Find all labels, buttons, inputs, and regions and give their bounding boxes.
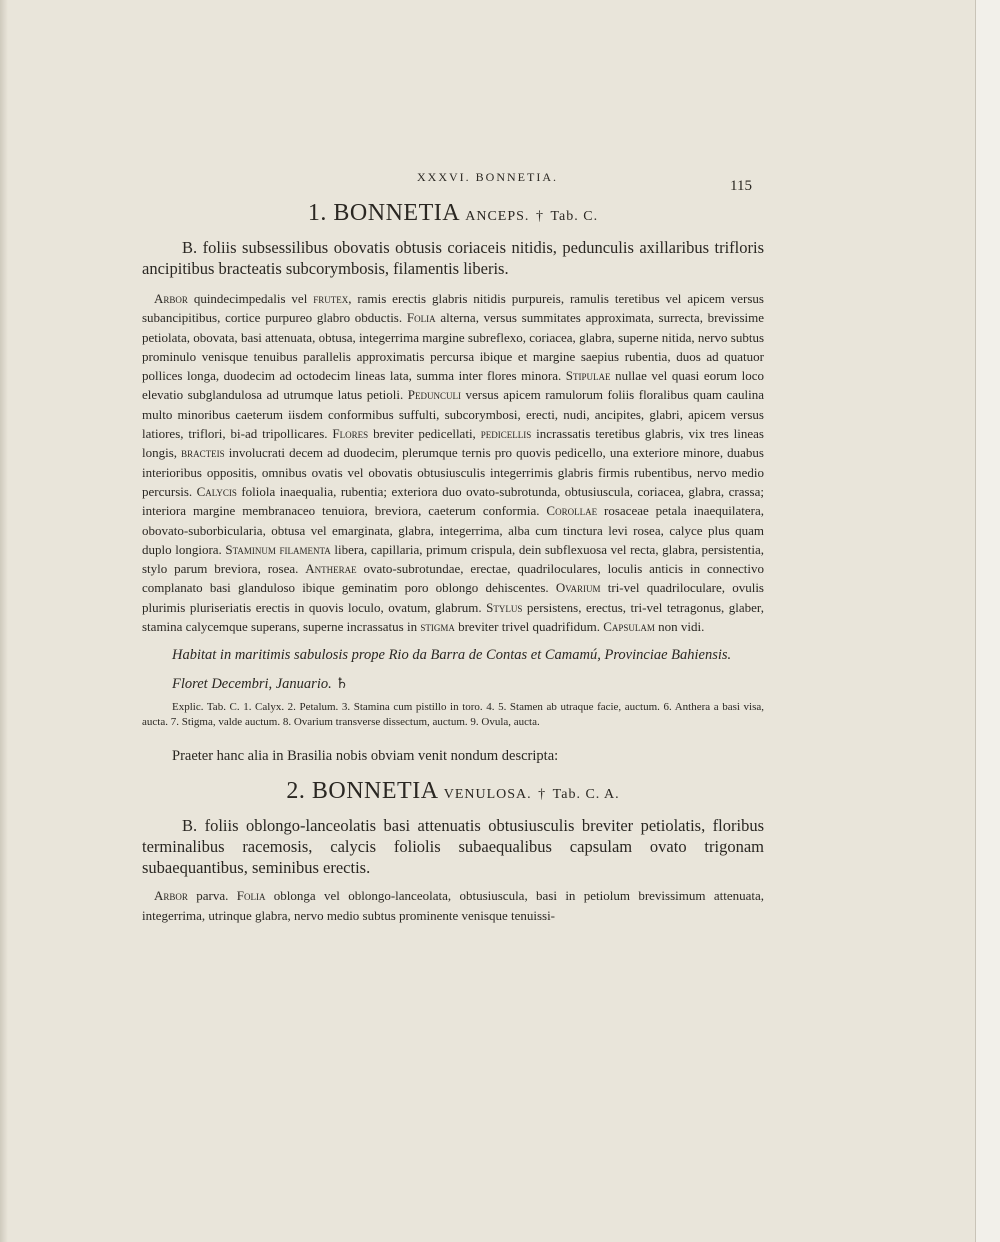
species-1-desc-term: Stylus	[486, 599, 523, 615]
species-1-genus: BONNETIA	[333, 200, 459, 226]
species-1-desc-text: non vidi.	[654, 619, 705, 635]
species-1-desc-term: Folia	[406, 310, 436, 326]
species-1-desc-term: Arbor	[154, 291, 188, 306]
species-1-desc-text: tri-vel quadriloculare, ovulis plurimis pluriseriatis erectis in quovis loculo, ovatum, glabrum.	[142, 580, 764, 615]
intertext: Praeter hanc alia in Brasilia nobis obviam venit nondum descripta:	[172, 748, 559, 765]
species-1-desc-term: stigma	[420, 619, 455, 635]
species-1-desc-text: rosaceae petala inaequilatera, obovato-suborbicularia, obtusa vel emarginata, glabra, integerrima, alba cum tinctura levi rosea, calyce plus quam duplo longiora.	[142, 503, 764, 557]
species-1-desc-text: incrassatis teretibus glabris, vix tres lineas longis,	[142, 426, 764, 461]
species-2-diagnosis: B. foliis oblongo-lanceolatis basi attenuatis obtusiusculis breviter petiolatis, floribus terminalibus racemosis, calycis foliolis subaequalibus capsulam ovato trigonam subaequantibus, seminibus erectis.	[142, 816, 764, 878]
species-1-description	[142, 289, 764, 636]
species-1-number: 1.	[307, 200, 327, 226]
species-2-description	[142, 886, 764, 925]
species-1-desc-term: Pedunculi	[407, 387, 461, 403]
species-1-plate-ref: Tab. C.	[550, 209, 599, 224]
species-2-number: 2.	[286, 778, 306, 805]
species-2-epithet: VENULOSA.	[443, 787, 532, 803]
species-1-desc-term: bracteis	[181, 445, 225, 461]
species-2-desc-term: Arbor	[154, 888, 188, 904]
species-1-desc-text: libera, capillaria, primum crispula, dein subflexuosa vel recta, glabra, persistentia, stylo parum breviora, rosea.	[142, 541, 764, 577]
page-edge	[975, 0, 1000, 1242]
species-1-desc-text: ovato-subrotundae, erectae, quadriloculares, loculis anticis in connectivo complanato basi glanduloso ibique geminatim poro oblongo dehiscentes.	[142, 561, 765, 596]
species-1-desc-term: frutex	[313, 291, 349, 306]
species-2-dagger: †	[538, 787, 547, 803]
species-1-desc-term: Corollae	[546, 503, 598, 519]
species-1-desc-text: nullae vel quasi eorum loco elevatio subglandulosa ad utrumque latus petioli.	[142, 368, 764, 403]
page-body	[142, 200, 764, 925]
species-1-heading	[142, 200, 764, 227]
species-1-desc-term: Staminum filamenta	[225, 541, 331, 557]
species-1-habitat: Habitat in maritimis sabulosis prope Rio da Barra de Contas et Camamú, Provinciae Bahiensis.	[172, 647, 732, 664]
species-1-desc-term: Flores	[332, 426, 369, 442]
species-2-genus: BONNETIA	[311, 778, 438, 805]
species-1-epithet: ANCEPS.	[465, 209, 530, 224]
species-1-desc-text: alterna, versus summitates approximata, surrecta, brevissime petiolata, obovata, basi attenuata, obtusa, integerrima margine subreflexo, coriacea, glabra, superne nitida, nervo subtus prominulo venisque tenuibus parallelis approximatis percursa ibique et margine saepius rubentia, duos ad quatuor pollices longa, duodecim ad octodecim lineas lata, summa inter flores minora.	[142, 310, 765, 384]
species-1-desc-text: persistens, erectus, tri-vel tetragonus, glaber, stamina calycemque superans, superne incrassatus in	[142, 599, 764, 635]
species-1-dagger: †	[535, 209, 544, 224]
species-1-desc-text: quindecimpedalis vel	[187, 291, 314, 306]
species-2-desc-text: oblonga vel oblongo-lanceolata, obtusiuscula, basi in petiolum brevissimum attenuata, integerrima, utrinque glabra, nervo medio subtus prominente venisque tenuissi-	[142, 888, 765, 923]
species-1-desc-term: pedicellis	[480, 426, 532, 442]
species-1-desc-text: versus apicem ramulorum foliis floralibus quam caulina multo minoribus caeterum iisdem conformibus suffulti, subcorymbosi, erecti, nudi, ancipites, glabri, apicem versus latiores, triflori, bi-ad tripollicares.	[142, 387, 765, 442]
species-1-desc-text: breviter trivel quadrifidum.	[454, 619, 604, 635]
species-1-desc-text: foliola inaequalia, rubentia; exteriora duo ovato-subrotunda, obtusiuscula, coriacea, glabra, crassa; interiora margine membranaceo tenuiora, breviora, caeterum conformia.	[142, 483, 764, 519]
species-1-desc-term: Stipulae	[565, 368, 611, 384]
species-2-plate-ref: Tab. C. A.	[552, 787, 620, 803]
species-2-desc-term: Folia	[236, 888, 266, 904]
species-1-desc-term: Calycis	[196, 483, 237, 499]
species-1-plate-explanation: Explic. Tab. C. 1. Calyx. 2. Petalum. 3. Stamina cum pistillo in toro. 4. 5. Stamen ab utraque facie, auctum. 6. Anthera a basi visa, aucta. 7. Stigma, valde auctum. 8. Ovarium transverse dissectum, auctum. 9. Ovula, aucta.	[142, 701, 764, 728]
species-1-desc-text: breviter pedicellati,	[368, 426, 481, 442]
species-1-desc-term: Ovarium	[555, 580, 601, 596]
running-title: XXXVI. BONNETIA.	[417, 170, 558, 184]
species-1-desc-text: , ramis erectis glabris nitidis purpureis, ramulis teretibus vel apicem versus subancipitibus, cortice purpureo glabro obductis.	[142, 291, 764, 326]
species-1-desc-text: involucrati decem ad duodecim, plerumque ternis pro quovis pedicello, una exteriore minore, duabus interioribus oppositis, omnibus ovatis vel obovatis obtusiusculis integerrimis glabris firmis rubentibus, nervo medio percursis.	[142, 445, 764, 499]
species-1-desc-term: Capsulam	[603, 619, 655, 635]
species-2-desc-text: parva.	[187, 888, 237, 904]
species-1-desc-term: Antherae	[305, 561, 357, 577]
page-gutter-shadow	[0, 0, 8, 1242]
species-2-heading	[142, 778, 764, 805]
species-1-flowering: Floret Decembri, Januario. ♄	[172, 676, 349, 693]
page-number: 115	[730, 178, 752, 194]
species-1-diagnosis: B. foliis subsessilibus obovatis obtusis coriaceis nitidis, pedunculis axillaribus trifloris ancipitibus bracteatis subcorymbosis, filamentis liberis.	[142, 238, 764, 278]
